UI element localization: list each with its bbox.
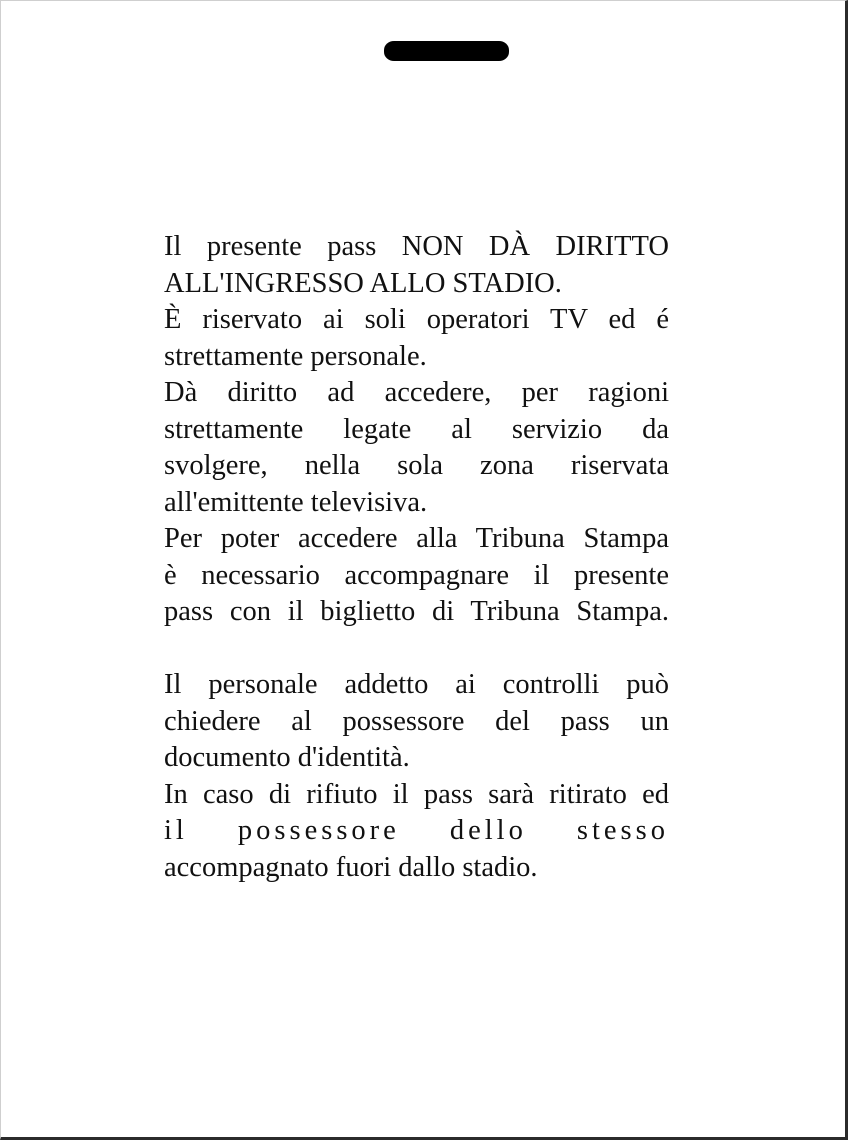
text-line: chiedere al possessore del pass un bbox=[164, 705, 669, 737]
text-line: ALL'INGRESSO ALLO STADIO. bbox=[164, 267, 562, 299]
text-line: all'emittente televisiva. bbox=[164, 486, 428, 518]
text-line: il possessore dello stesso bbox=[164, 815, 669, 846]
text-line: In caso di rifiuto il pass sarà ritirato ed bbox=[164, 778, 669, 810]
text-line: documento d'identità. bbox=[164, 742, 410, 773]
text-line: Dà diritto ad accedere, per ragioni bbox=[164, 377, 669, 408]
lanyard-slot-hole bbox=[384, 41, 509, 61]
text-line: accompagnato fuori dallo stadio. bbox=[164, 851, 538, 883]
text-line: Il personale addetto ai controlli può bbox=[164, 669, 669, 700]
text-line: svolgere, nella sola zona riservata bbox=[164, 450, 669, 481]
text-line: pass con il biglietto di Tribuna Stampa. bbox=[164, 596, 669, 627]
text-line: Il presente pass NON DÀ DIRITTO bbox=[164, 231, 669, 262]
text-line: Per poter accedere alla Tribuna Stampa bbox=[164, 523, 669, 554]
text-line: è necessario accompagnare il presente bbox=[164, 559, 669, 591]
text-line: strettamente legate al servizio da bbox=[164, 413, 669, 445]
paragraph-gap bbox=[164, 631, 669, 668]
text-line: È riservato ai soli operatori TV ed é bbox=[164, 304, 669, 335]
text-line: strettamente personale. bbox=[164, 340, 427, 372]
pass-terms-text bbox=[164, 229, 669, 886]
